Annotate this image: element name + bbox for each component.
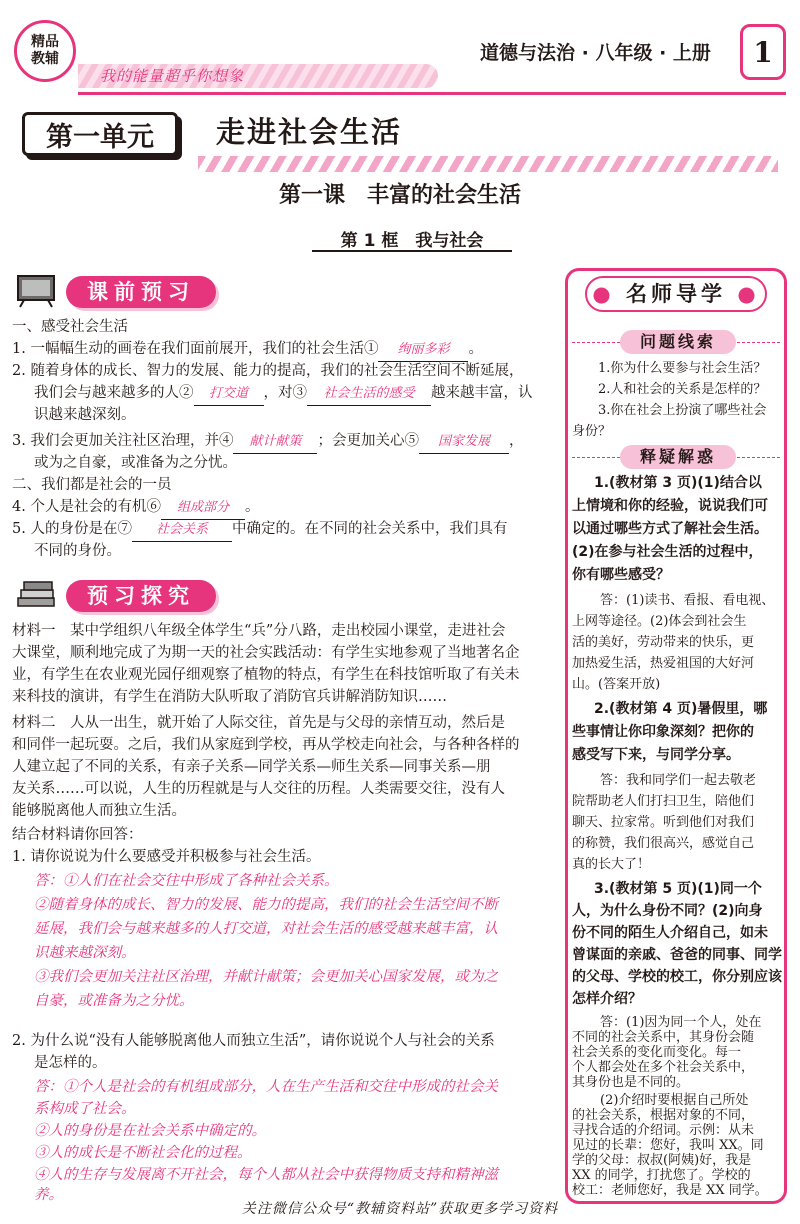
explore-a2-line-6: 养。 [34,1187,63,1203]
q3-pre: 3. 我们会更加关注社区治理，并④ [12,433,234,449]
preview-q1 [12,338,483,362]
block1-q-line-3: 以通过哪些方式了解社会生活。 [572,521,768,537]
block1-a-line-3: 活的美好，劳动带来的快乐，更 [572,635,755,650]
block2-a-line-2: 院帮助老人们打扫卫生，陪他们 [572,794,755,809]
material-2-line-4: 友关系……可以说，人生的历程就是与人交往的历程。人类需要交往，没有人 [12,781,505,797]
block3-q-line-3: 份不同的陌生人介绍自己，如未 [572,925,768,941]
q1-text: 1. 一幅幅生动的画卷在我们面前展开，我们的社会生活① [12,341,379,357]
block3-a-line-11: XX 的同学，打扰您了。学校的 [572,1168,751,1183]
explore-a2-line-1: 答：①个人是社会的有机组成部分，人在生产生活和交往中形成的社会关 [34,1079,498,1095]
preview-q3-line2: 或为之自豪，或准备为之分忧。 [34,455,237,471]
block3-q-line-6: 怎样介绍？ [572,991,642,1007]
q2-pre: 我们会与越来越多的人② [34,385,194,401]
subject-title: 道德与法治 · 八年级 · 上册 [480,42,711,64]
preview-q2-line3: 识越来越深刻。 [34,407,136,423]
block2-a-line-1: 答：我和同学们一起去敬老 [600,773,757,788]
block3-q-line-5: 的父母、学校的校工，你分别应该 [572,969,782,985]
material-2-line-2: 和同伴一起玩耍。之后，我们从家庭到学校，再从学校走向社会，与各种各样的 [12,737,520,753]
material-2-line-1: 材料二 人从一出生，就开始了人际交往，首先是与父母的亲情互动，然后是 [12,715,505,731]
books-icon [14,576,58,612]
q4-pre: 4. 个人是社会的有机⑥ [12,499,161,515]
q1-end: 。 [468,341,483,357]
preview-q2-line1: 2. 随着身体的成长、智力的发展、能力的提高，我们的社会生活空间不断延展， [12,363,524,379]
preview-q4 [12,496,259,520]
block3-a-line-10: 学的父母：叔叔(阿姨)好，我是 [572,1153,752,1168]
block1-a-line-5: 山。(答案开放) [572,677,661,692]
frame-title: 第 1 框 我与社会 [312,226,512,252]
block3-a-line-9: 见过的长辈：您好，我叫 XX。同 [572,1138,764,1153]
block3-q-line-4: 曾谋面的亲戚、爸爸的同事、同学 [572,947,782,963]
answer-title: 释疑解惑 [620,445,736,469]
preview-q5-line1 [12,518,507,542]
block3-a-line-1: 答：(1)因为同一个人，处在 [600,1015,762,1030]
page-header [0,0,800,108]
badge-line-1: 精品 [31,34,59,50]
explore-title-pill [66,580,216,612]
q5-pre: 5. 人的身份是在⑦ [12,521,132,537]
lesson-title: 第一课 丰富的社会生活 [278,183,521,208]
q2-mid: ，对③ [263,385,307,401]
block2-a-line-4: 的称赞，我们很高兴，感觉自己 [572,836,755,851]
material-2-line-5: 能够脱离他人而独立生活。 [12,803,186,819]
explore-a2-line-5: ④人的生存与发展离不开社会，每个人都从社会中获得物质支持和精神滋 [34,1167,498,1183]
preview-title: 课前预习 [87,280,195,304]
explore-prompt: 结合材料请你回答： [12,827,143,843]
preview-q2-line2 [34,382,533,406]
q5-answer: 社会关系 [132,519,232,542]
block2-a-line-5: 真的长大了！ [572,857,651,872]
explore-a2-line-2: 系构成了社会。 [34,1101,136,1117]
block1-a-line-4: 加热爱生活，热爱祖国的大好河 [572,656,755,671]
block3-a-line-4: 个人都会处在多个社会关系中， [572,1060,755,1075]
material-1-line-4: 来科技的演讲，有学生在消防大队听取了消防官兵讲解消防知识…… [12,689,447,705]
q4-end: 。 [244,499,260,515]
clue-1: 1.你为什么要参与社会生活？ [598,361,767,376]
block3-a-line-5: 其身份也是不同的。 [572,1075,690,1090]
explore-a1-line-6: 自豪，或准备为之分忧。 [34,993,194,1009]
preview-q5-line2: 不同的身份。 [34,543,121,559]
block2-a-line-3: 聊天、拉家常。听到他们对我们 [572,815,755,830]
explore-a1-line-3: 延展，我们会与越来越多的人打交道，对社会生活的感受越来越丰富，认 [34,921,498,937]
material-1-line-2: 大课堂，顺利地完成了为期一天的社会实践活动：有学生实地参观了当地著名企 [12,645,520,661]
explore-a1-line-5: ③我们会更加关注社区治理，并献计献策；会更加关心国家发展，或为之 [34,969,498,985]
guide-title-text: 名师导学 [626,282,726,306]
unit-label: 第一单元 [22,112,178,156]
block1-q-line-4: (2)在参与社会生活的过程中， [572,544,763,560]
block2-q-line-3: 感受写下来，与同学分享。 [572,747,740,763]
explore-a1-line-1: 答：①人们在社会交往中形成了各种社会关系。 [34,873,339,889]
q3-mid: ；会更加关心⑤ [317,433,419,449]
explore-a2-line-3: ②人的身份是在社会关系中确定的。 [34,1123,266,1139]
block1-a-line-1: 答：(1)读书、看报、看电视、 [600,593,775,608]
block3-a-line-3: 社会关系的变化而变化。每一 [572,1045,742,1060]
unit-title: 走进社会生活 [216,115,403,149]
clue-title: 问题线索 [620,330,736,354]
q3-answer-1: 献计献策 [233,431,317,454]
explore-q2-line-2: 是怎样的。 [34,1055,107,1071]
block3-a-line-6: (2)介绍时要根据自己所处 [600,1093,749,1108]
q2-answer-2: 社会生活的感受 [307,383,431,406]
brand-badge [14,20,76,82]
page-number: 1 [740,24,786,80]
q2-end: 越来越丰富，认 [431,385,533,401]
preview-title-pill [66,276,216,308]
clue-3: 3.你在社会上扮演了哪些社会 [598,403,767,418]
block3-a-line-8: 寻找合适的介绍词。示例：从未 [572,1123,755,1138]
preview-q3-line1 [12,430,523,454]
explore-q2-line-1: 2. 为什么说“没有人能够脱离他人而独立生活”，请你说说个人与社会的关系 [12,1033,495,1049]
q4-answer: 组成部分 [161,497,245,520]
explore-a1-line-4: 识越来越深刻。 [34,945,136,961]
blackboard-icon [14,272,58,308]
material-2-line-3: 人建立起了不同的关系，有亲子关系—同学关系—师生关系—同事关系—朋 [12,759,491,775]
clue-4: 身份？ [572,424,612,439]
block1-q-line-2: 上情境和你的经验，说说我们可 [572,498,768,514]
guide-title: ● 名师导学 ● [585,276,767,312]
clue-2: 2.人和社会的关系是怎样的？ [598,382,767,397]
explore-a1-line-2: ②随着身体的成长、智力的发展、能力的提高，我们的社会生活空间不断 [34,897,498,913]
page-footer: 关注微信公众号“教辅资料站”获取更多学习资料 [241,1201,559,1217]
q3-end: ， [508,433,524,449]
block2-q-line-2: 些事情让你印象深刻？把你的 [572,724,754,740]
slogan: 我的能量超乎你想象 [100,67,245,85]
block3-q-line-2: 人，为什么身份不同？(2)向身 [572,903,763,919]
explore-title: 预习探究 [87,584,195,608]
material-1-line-3: 业，有学生在农业观光园仔细观察了植物的特点，有学生在科技馆听取了有关未 [12,667,520,683]
preview-subhead-2: 二、我们都是社会的一员 [12,477,172,493]
block2-q-line-1: 2.(教材第 4 页)暑假里，哪 [594,701,768,717]
material-1-line-1: 材料一 某中学组织八年级全体学生“兵”分八路，走出校园小课堂，走进社会 [12,623,506,639]
block3-a-line-7: 的社会关系，根据对象的不同， [572,1108,755,1123]
block1-q-line-1: 1.(教材第 3 页)(1)结合以 [594,475,762,491]
explore-a2-line-4: ③人的成长是不断社会化的过程。 [34,1145,252,1161]
q1-answer: 绚丽多彩 [378,339,468,362]
block1-q-line-5: 你有哪些感受？ [572,567,670,583]
badge-line-2: 教辅 [31,51,59,67]
unit-stripe [198,156,778,172]
block1-a-line-2: 上网等途径。(2)体会到社会生 [572,614,747,629]
explore-q1: 1. 请你说说为什么要感受并积极参与社会生活。 [12,849,321,865]
block3-a-line-12: 校工：老师您好，我是 XX 同学。 [572,1183,768,1198]
header-divider [78,92,786,95]
q2-answer-1: 打交道 [194,383,264,406]
q3-answer-2: 国家发展 [419,431,509,454]
block3-q-line-1: 3.(教材第 5 页)(1)同一个 [594,881,762,897]
block3-a-line-2: 不同的社会关系中，其身份会随 [572,1030,755,1045]
preview-subhead-1: 一、感受社会生活 [12,319,128,335]
q5-end: 中确定的。在不同的社会关系中，我们具有 [231,521,508,537]
